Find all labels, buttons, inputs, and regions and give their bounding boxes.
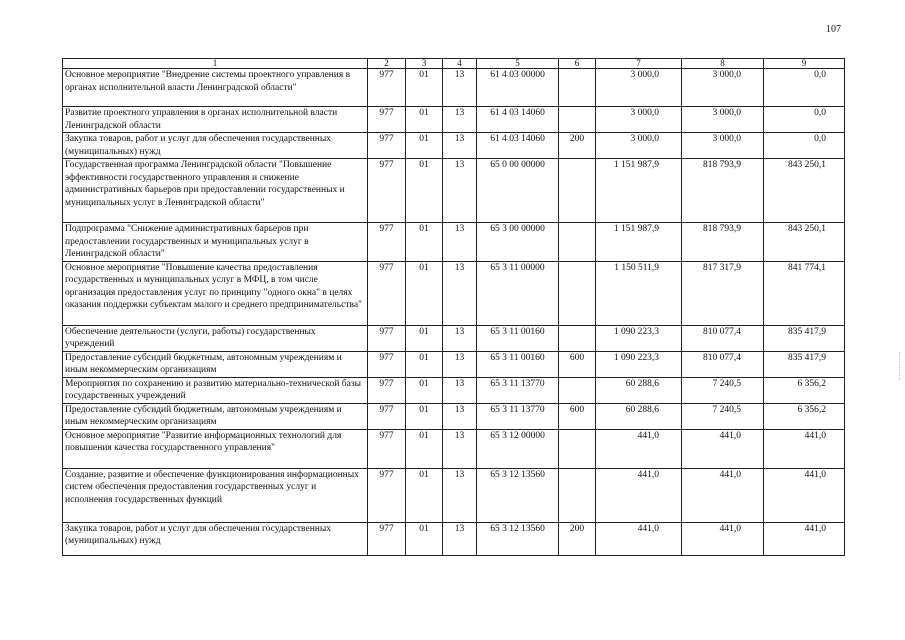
ministry-code-cell: 977 (368, 107, 406, 133)
section-cell: 01 (406, 159, 443, 223)
amount-col7-cell: 441,0 (596, 468, 682, 522)
ministry-code-cell: 977 (368, 403, 406, 429)
subsection-cell: 13 (443, 351, 477, 377)
header-cell: 2 (368, 59, 406, 69)
subsection-cell: 13 (443, 223, 477, 262)
target-article-cell: 65 3 11 00000 (477, 261, 559, 325)
target-article-cell: 65 3 00 00000 (477, 223, 559, 262)
section-cell: 01 (406, 107, 443, 133)
item-name-cell: Развитие проектного управления в органах исполнительной власти Ленинградской области (63, 107, 368, 133)
ministry-code-cell: 977 (368, 261, 406, 325)
item-name-cell: Предоставление субсидий бюджетным, автономным учреждениям и иным некоммерческим организациям (63, 351, 368, 377)
amount-col9-cell: 441,0 (764, 429, 845, 468)
item-name-cell: Основное мероприятие "Повышение качества предоставления государственных и муниципальных услуг в МФЦ, в том числе организация предоставления услуг по принципу "одного окна" в целях оказания поддержки субъектам малого и среднего предпринимательства" (63, 261, 368, 325)
table-row (63, 429, 845, 468)
target-article-cell: 65 3 11 13770 (477, 403, 559, 429)
expense-type-cell: 600 (559, 351, 596, 377)
amount-col8-cell: 818 793,9 (682, 223, 764, 262)
amount-col8-cell: 817 317,9 (682, 261, 764, 325)
target-article-cell: 61 4 03 14060 (477, 133, 559, 159)
expense-type-cell (559, 325, 596, 351)
subsection-cell: 13 (443, 69, 477, 107)
header-cell: 6 (559, 59, 596, 69)
item-name-cell: Предоставление субсидий бюджетным, автономным учреждениям и иным некоммерческим организациям (63, 403, 368, 429)
amount-col8-cell: 3 000,0 (682, 107, 764, 133)
item-name-cell: Мероприятия по сохранению и развитию материально-технической базы государственных учреждений (63, 377, 368, 403)
header-cell: 4 (443, 59, 477, 69)
table-row (63, 133, 845, 159)
amount-col9-cell: 843 250,1 (764, 223, 845, 262)
ministry-code-cell: 977 (368, 223, 406, 262)
section-cell: 01 (406, 403, 443, 429)
amount-col9-cell: 835 417,9 (764, 325, 845, 351)
section-cell: 01 (406, 223, 443, 262)
target-article-cell: 65 3 11 00160 (477, 351, 559, 377)
item-name-cell: Создание, развитие и обеспечение функционирования информационных систем обеспечения предоставления государственных услуг и исполнения государственных функций (63, 468, 368, 522)
subsection-cell: 13 (443, 429, 477, 468)
table-row (63, 69, 845, 107)
amount-col9-cell: 6 356,2 (764, 377, 845, 403)
amount-col7-cell: 60 288,6 (596, 403, 682, 429)
amount-col7-cell: 1 090 223,3 (596, 325, 682, 351)
target-article-cell: 61 4 03 14060 (477, 107, 559, 133)
table-row (63, 522, 845, 555)
amount-col7-cell: 3 000,0 (596, 133, 682, 159)
amount-col8-cell: 3 000,0 (682, 69, 764, 107)
section-cell: 01 (406, 522, 443, 555)
table-row (63, 377, 845, 403)
ministry-code-cell: 977 (368, 69, 406, 107)
ministry-code-cell: 977 (368, 429, 406, 468)
expense-type-cell: 200 (559, 522, 596, 555)
target-article-cell: 65 3 12 13560 (477, 522, 559, 555)
header-cell: 7 (596, 59, 682, 69)
table-row (63, 223, 845, 262)
section-cell: 01 (406, 377, 443, 403)
item-name-cell: Государственная программа Ленинградской области "Повышение эффективности государственного управления и снижение административных барьеров при предоставлении государственных и муниципальных услуг в Ленинградской области" (63, 159, 368, 223)
subsection-cell: 13 (443, 325, 477, 351)
amount-col7-cell: 441,0 (596, 429, 682, 468)
item-name-cell: Закупка товаров, работ и услуг для обеспечения государственных (муниципальных) нужд (63, 522, 368, 555)
amount-col7-cell: 1 090 223,3 (596, 351, 682, 377)
amount-col7-cell: 1 151 987,9 (596, 159, 682, 223)
expense-type-cell (559, 159, 596, 223)
expense-type-cell (559, 468, 596, 522)
section-cell: 01 (406, 351, 443, 377)
subsection-cell: 13 (443, 403, 477, 429)
amount-col9-cell: 441,0 (764, 468, 845, 522)
subsection-cell: 13 (443, 261, 477, 325)
table-row (63, 351, 845, 377)
section-cell: 01 (406, 325, 443, 351)
ministry-code-cell: 977 (368, 377, 406, 403)
item-name-cell: Закупка товаров, работ и услуг для обеспечения государственных (муниципальных) нужд (63, 133, 368, 159)
amount-col7-cell: 1 150 511,9 (596, 261, 682, 325)
expense-type-cell (559, 69, 596, 107)
amount-col9-cell: 835 417,9 (764, 351, 845, 377)
amount-col8-cell: 810 077,4 (682, 325, 764, 351)
section-cell: 01 (406, 468, 443, 522)
amount-col9-cell: 6 356,2 (764, 403, 845, 429)
page-number: 107 (826, 24, 841, 35)
table-row (63, 107, 845, 133)
header-cell: 8 (682, 59, 764, 69)
table-row (63, 468, 845, 522)
expense-type-cell (559, 223, 596, 262)
scan-artifact (899, 352, 901, 380)
item-name-cell: Основное мероприятие "Развитие информационных технологий для повышения качества государственного управления" (63, 429, 368, 468)
item-name-cell: Подпрограмма "Снижение административных барьеров при предоставлении государственных и муниципальных услуг в Ленинградской области" (63, 223, 368, 262)
header-row (63, 59, 845, 69)
target-article-cell: 65 3 11 00160 (477, 325, 559, 351)
amount-col7-cell: 60 288,6 (596, 377, 682, 403)
budget-table (62, 58, 845, 556)
subsection-cell: 13 (443, 468, 477, 522)
subsection-cell: 13 (443, 159, 477, 223)
amount-col8-cell: 441,0 (682, 522, 764, 555)
expense-type-cell (559, 107, 596, 133)
item-name-cell: Основное мероприятие "Внедрение системы проектного управления в органах исполнительной власти Ленинградской области" (63, 69, 368, 107)
amount-col8-cell: 441,0 (682, 429, 764, 468)
table-row (63, 325, 845, 351)
amount-col9-cell: 841 774,1 (764, 261, 845, 325)
amount-col8-cell: 7 240,5 (682, 403, 764, 429)
expense-type-cell (559, 377, 596, 403)
ministry-code-cell: 977 (368, 133, 406, 159)
amount-col8-cell: 818 793,9 (682, 159, 764, 223)
table-row (63, 403, 845, 429)
amount-col8-cell: 810 077,4 (682, 351, 764, 377)
section-cell: 01 (406, 429, 443, 468)
ministry-code-cell: 977 (368, 351, 406, 377)
expense-type-cell (559, 261, 596, 325)
amount-col7-cell: 3 000,0 (596, 107, 682, 133)
ministry-code-cell: 977 (368, 468, 406, 522)
table-body (63, 69, 845, 556)
section-cell: 01 (406, 261, 443, 325)
amount-col9-cell: 0,0 (764, 69, 845, 107)
header-cell: 1 (63, 59, 368, 69)
target-article-cell: 65 0 00 00000 (477, 159, 559, 223)
header-cell: 5 (477, 59, 559, 69)
amount-col7-cell: 3 000,0 (596, 69, 682, 107)
expense-type-cell (559, 429, 596, 468)
amount-col8-cell: 7 240,5 (682, 377, 764, 403)
table-row (63, 159, 845, 223)
ministry-code-cell: 977 (368, 325, 406, 351)
amount-col8-cell: 441,0 (682, 468, 764, 522)
expense-type-cell: 600 (559, 403, 596, 429)
subsection-cell: 13 (443, 133, 477, 159)
amount-col9-cell: 441,0 (764, 522, 845, 555)
target-article-cell: 65 3 12 13560 (477, 468, 559, 522)
amount-col8-cell: 3 000,0 (682, 133, 764, 159)
ministry-code-cell: 977 (368, 159, 406, 223)
subsection-cell: 13 (443, 107, 477, 133)
subsection-cell: 13 (443, 377, 477, 403)
subsection-cell: 13 (443, 522, 477, 555)
amount-col7-cell: 441,0 (596, 522, 682, 555)
target-article-cell: 65 3 11 13770 (477, 377, 559, 403)
amount-col9-cell: 0,0 (764, 133, 845, 159)
amount-col9-cell: 843 250,1 (764, 159, 845, 223)
amount-col9-cell: 0,0 (764, 107, 845, 133)
section-cell: 01 (406, 133, 443, 159)
ministry-code-cell: 977 (368, 522, 406, 555)
target-article-cell: 61 4 03 00000 (477, 69, 559, 107)
header-cell: 3 (406, 59, 443, 69)
amount-col7-cell: 1 151 987,9 (596, 223, 682, 262)
target-article-cell: 65 3 12 00000 (477, 429, 559, 468)
section-cell: 01 (406, 69, 443, 107)
item-name-cell: Обеспечение деятельности (услуги, работы) государственных учреждений (63, 325, 368, 351)
expense-type-cell: 200 (559, 133, 596, 159)
header-cell: 9 (764, 59, 845, 69)
table-row (63, 261, 845, 325)
